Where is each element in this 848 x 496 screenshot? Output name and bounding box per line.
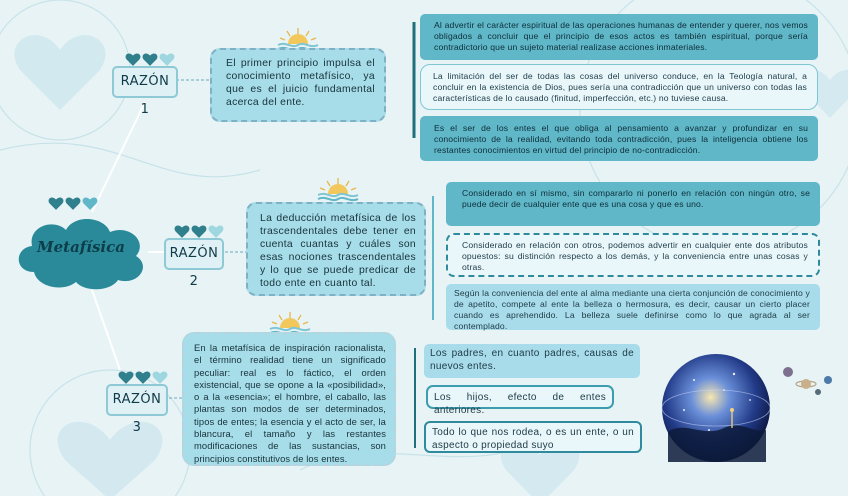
heart-icon [82,196,98,211]
reason-3-principle: En la metafísica de inspiración racionalista, el término realidad tiene un significado peculiar: real es lo fáctico, el orden existencial, que se opone a la «posibilidad», o a la «esencia»; el hombre, el caballo, las plantas son modos de ser determinados, tipos de entes; la esencia y el acto de ser, la blancura, el tamaño y las restantes modificaciones de las sustancias, son principios constitutivos de los entes. [182,332,396,466]
cosmos-illustration [654,350,844,468]
sun-icon [316,176,360,202]
central-title: Metafísica [37,238,125,256]
heart-icon [174,224,190,239]
reason-2-detail-1: Considerado en sí mismo, sin compararlo ni ponerlo en relación con ningún otro, se puede decir de cualquier ente que es una cosa y que es uno. [446,182,820,226]
reason-1-hearts [125,52,175,67]
background-heart-icon [15,35,106,110]
reason-3-detail-3: Todo lo que nos rodea, o es un ente, o un aspecto o propiedad suyo [424,421,642,453]
heart-icon [208,224,224,239]
reason-2-detail-2: Considerado en relación con otros, podemos advertir en cualquier ente dos atributos opuestos: su distinción respecto a los demás, y la conveniencia entre unas cosas y otras. [446,233,820,277]
heart-icon [118,370,134,385]
reason-1-detail-2: La limitación del ser de todas las cosas del universo conduce, en la Teología natural, a concluir en la existencia de Dios, pues sería una contradicción que un universo con todas las características de lo causado (finitud, imperfección, etc.) no tuviese causa. [420,64,818,110]
reason-1-principle: El primer principio impulsa el conocimiento metafísico, ya que es el juicio fundamental acerca del ente. [210,48,386,122]
background-heart-icon [58,422,163,496]
reason-3-hearts [118,370,168,385]
heart-icon [191,224,207,239]
heart-icon [125,52,141,67]
reason-3-label: RAZÓN 3 [106,384,168,416]
reason-2-principle: La deducción metafísica de los trascendentales debe tener en cuenta cuantas y cuáles son esas nociones trascendentales y lo que se puede predicar de todo ente en cuanto tal. [246,202,426,296]
heart-icon [142,52,158,67]
reason-2-detail-3: Según la conveniencia del ente al alma mediante una cierta conjunción de conocimiento y de apetito, compete al ente la belleza o hermosura, es decir, causar un cierto placer cuando es aprehendido. La belleza suele definirse como lo que agrada al ser contemplado. [446,284,820,330]
reason-1-detail-3: Es el ser de los entes el que obliga al pensamiento a avanzar y profundizar en su conocimiento de la realidad, evitando toda contradicción, pues la inteligencia obtiene los restantes conocimientos en virtud del principio de no-contradicción. [420,116,818,161]
heart-icon [152,370,168,385]
reason-1-detail-1: Al advertir el carácter espiritual de las operaciones humanas de entender y querer, nos vemos obligados a concluir que el principio de esos actos es también espiritual, porque sería contradictorio que un sujeto material realizase acciones inmateriales. [420,14,818,60]
heart-icon [65,196,81,211]
heart-icon [159,52,175,67]
heart-icon [48,196,64,211]
reason-3-detail-2: Los hijos, efecto de entes anteriores. [426,385,614,409]
reason-1-label: RAZÓN 1 [112,66,178,98]
reason-3-detail-1: Los padres, en cuanto padres, causas de nuevos entes. [424,344,640,378]
heart-icon [135,370,151,385]
reason-2-label: RAZÓN 2 [164,238,224,270]
reason-2-hearts [174,224,224,239]
central-hearts [48,196,98,211]
